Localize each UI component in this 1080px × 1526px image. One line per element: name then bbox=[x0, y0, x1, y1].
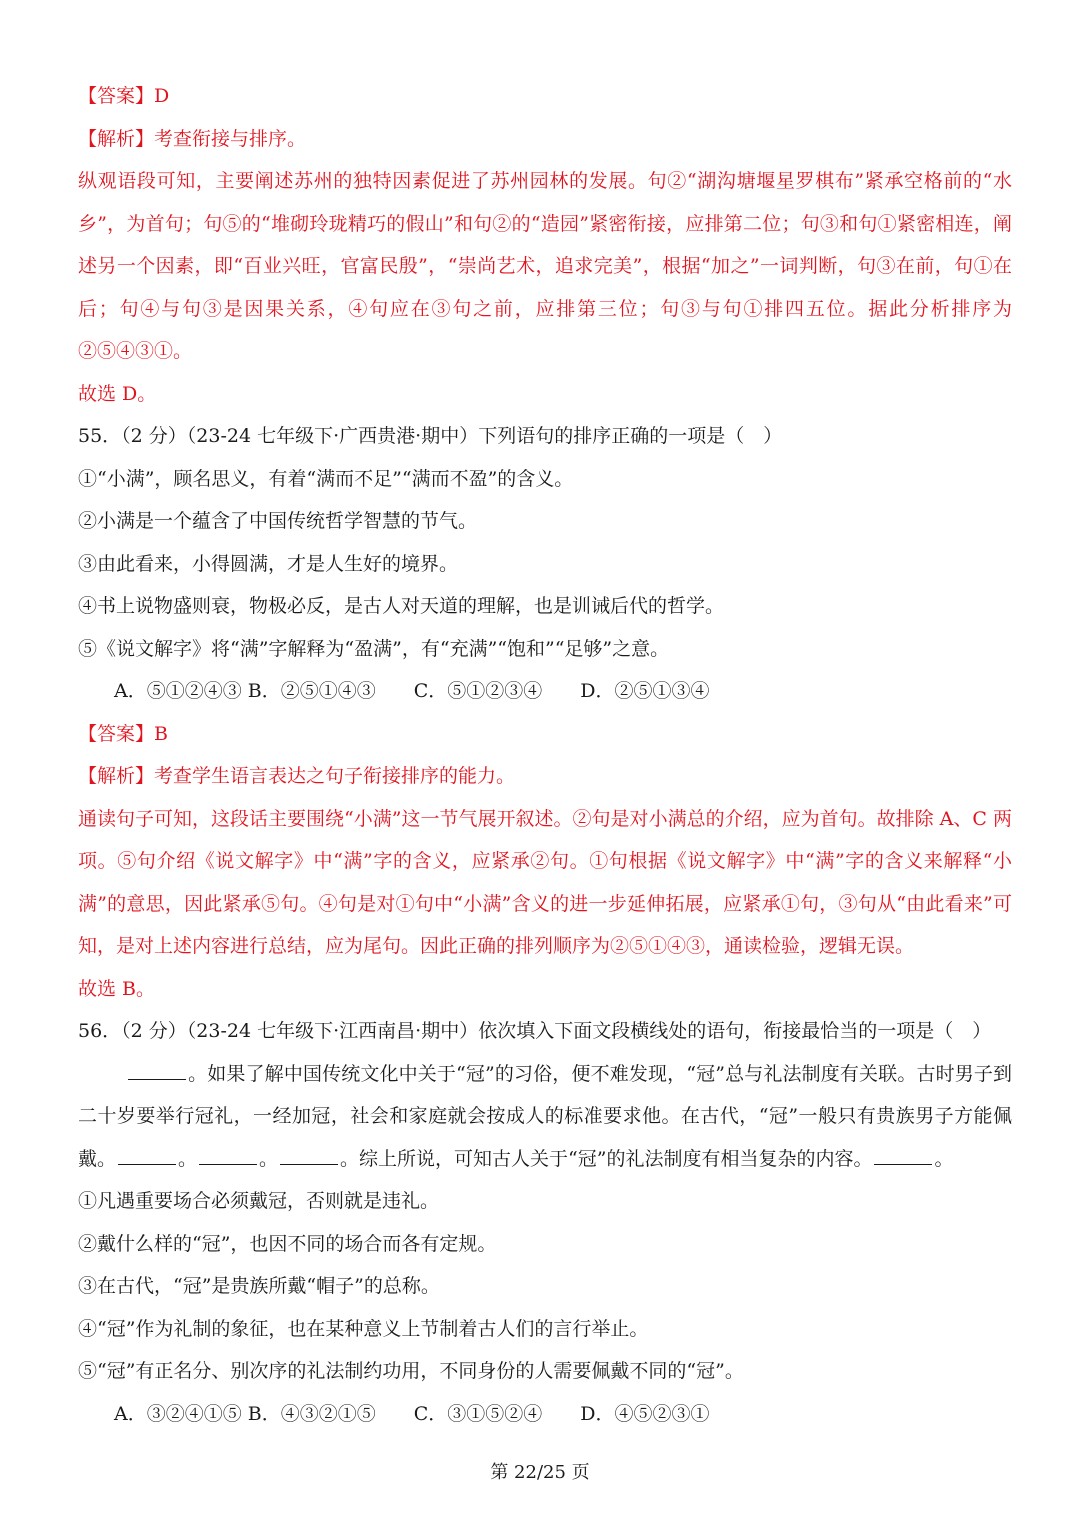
q55-item-2: ②小满是一个蕴含了中国传统哲学智慧的节气。 bbox=[78, 510, 478, 532]
fill-blank bbox=[874, 1163, 932, 1165]
q55-analysis-heading bbox=[78, 755, 1012, 798]
q55-item-4: ④书上说物盛则衰，物极必反，是古人对天道的理解，也是训诫后代的哲学。 bbox=[78, 595, 725, 617]
analysis-label: 【解析】 bbox=[78, 127, 155, 150]
q55-item-3: ③由此看来，小得圆满，才是人生好的境界。 bbox=[78, 552, 459, 575]
fill-blank bbox=[280, 1163, 338, 1165]
fill-blank bbox=[199, 1163, 257, 1165]
answer-value: D bbox=[154, 85, 170, 107]
passage-separator: 。 bbox=[178, 1147, 198, 1170]
q56-item-3: ③在古代，“冠”是贵族所戴“帽子”的总称。 bbox=[78, 1275, 440, 1297]
answer-label: 【答案】 bbox=[78, 85, 155, 107]
q55-analysis-body: 通读句子可知，这段话主要围绕“小满”这一节气展开叙述。②句是对小满总的介绍，应为首句。故排除 A、C 两项。⑤句介绍《说文解字》中“满”字的含义，应紧承②句。①句根据《说文解字》中“满”字的含义来解释“小满”的意思，因此紧承⑤句。④句是对①句中“小满”含义的进一步延伸拓展，应紧承①句，③句从“由此看来”可知，是对上述内容进行总结，应为尾句。因此正确的排列顺序为②⑤①④③，通读检验，逻辑无误。 bbox=[78, 807, 1012, 957]
passage-separator: 。 bbox=[259, 1147, 279, 1170]
q55-answer bbox=[78, 713, 1012, 756]
q56-item-5: ⑤“冠”有正名分、别次序的礼法制约功用，不同身份的人需要佩戴不同的“冠”。 bbox=[78, 1360, 744, 1382]
q56-item-2: ②戴什么样的“冠”，也因不同的场合而各有定规。 bbox=[78, 1232, 497, 1255]
q55-item-5: ⑤《说文解字》将“满”字解释为“盈满”，有“充满”“饱和”“足够”之意。 bbox=[78, 637, 670, 660]
q54-analysis-body: 纵观语段可知，主要阐述苏州的独特因素促进了苏州园林的发展。句②“湖沟塘堰星罗棋布”紧承空格前的“水乡”，为首句；句⑤的“堆砌玲珑精巧的假山”和句②的“造园”紧密衔接，应排第二位；句③和句①紧密相连，阐述另一个因素，即“百业兴旺，官富民殷”，“崇尚艺术，追求完美”，根据“加之”一词判断，句③在前，句①在后；句④与句③是因果关系，④句应在③句之前，应排第三位；句③与句①排四五位。据此分析排序为②⑤④③①。 bbox=[78, 170, 1012, 362]
analysis-label: 【解析】 bbox=[78, 765, 155, 787]
page-content bbox=[78, 75, 1012, 1435]
q56-options: A．③②④①⑤ B．④③②①⑤ C．③①⑤②④ D．④⑤②③① bbox=[114, 1402, 710, 1425]
fill-blank bbox=[118, 1163, 176, 1165]
page-number: 第 22/25 页 bbox=[490, 1462, 590, 1483]
passage-part-1: 。如果了解中国传统文化中关于“冠”的习俗，便不难发现，“冠”总与礼法制度有关联。古时男子到二十岁要举行冠礼，一经加冠，社会和家庭就会按成人的标准要求他。在古代，“冠”一般只有贵族男子方能佩戴。 bbox=[78, 1062, 1012, 1170]
analysis-topic: 考查衔接与排序。 bbox=[154, 127, 307, 150]
q54-analysis-heading bbox=[78, 118, 1012, 161]
q56-item-4: ④“冠”作为礼制的象征，也在某种意义上节制着古人们的言行举止。 bbox=[78, 1317, 649, 1340]
answer-label: 【答案】 bbox=[78, 722, 155, 745]
q55-conclusion: 故选 B。 bbox=[78, 977, 156, 1000]
q54-conclusion: 故选 D。 bbox=[78, 382, 157, 405]
q56-passage bbox=[78, 1053, 1012, 1181]
analysis-topic: 考查学生语言表达之句子衔接排序的能力。 bbox=[154, 765, 516, 787]
answer-value: B bbox=[154, 722, 168, 745]
q56-stem: 56．（2 分）（23-24 七年级下·江西南昌·期中）依次填入下面文段横线处的语句，衔接最恰当的一项是（ ） bbox=[78, 1020, 992, 1042]
q55-options: A．⑤①②④③ B．②⑤①④③ C．⑤①②③④ D．②⑤①③④ bbox=[114, 680, 710, 702]
q55-stem: 55．（2 分）（23-24 七年级下·广西贵港·期中）下列语句的排序正确的一项是（ ） bbox=[78, 425, 783, 447]
q56-item-1: ①凡遇重要场合必须戴冠，否则就是违礼。 bbox=[78, 1190, 440, 1212]
passage-end: 。 bbox=[934, 1147, 954, 1170]
q55-item-1: ①“小满”，顾名思义，有着“满而不足”“满而不盈”的含义。 bbox=[78, 467, 574, 490]
q54-answer bbox=[78, 75, 1012, 118]
fill-blank bbox=[128, 1078, 186, 1080]
passage-part-2: 。综上所说，可知古人关于“冠”的礼法制度有相当复杂的内容。 bbox=[340, 1147, 873, 1170]
